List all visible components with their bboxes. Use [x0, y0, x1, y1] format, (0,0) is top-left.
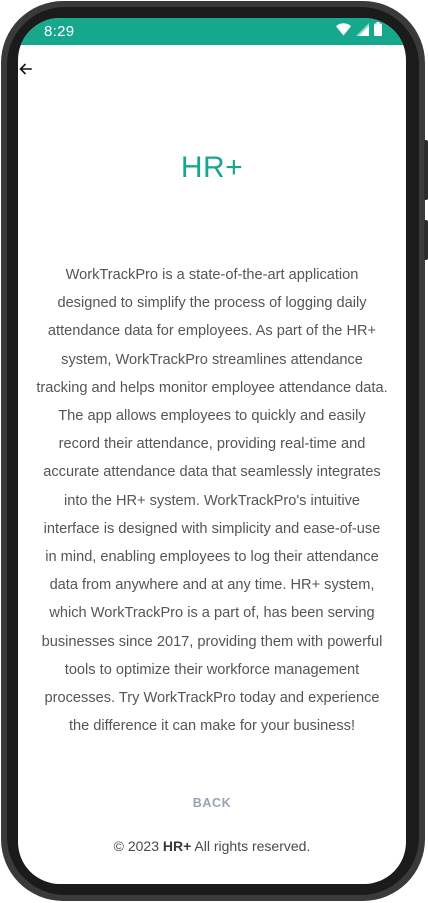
status-bar	[18, 18, 406, 45]
back-button[interactable]: BACK	[192, 796, 232, 810]
battery-icon	[374, 22, 382, 41]
copyright-footer	[18, 838, 406, 854]
cellular-icon	[356, 23, 369, 41]
page-title: HR+	[180, 151, 244, 184]
app-screen	[18, 18, 406, 884]
footer-suffix: All rights reserved.	[191, 838, 311, 854]
app-description: WorkTrackPro is a state-of-the-art application designed to simplify the process of logging daily attendance data for employees. As part of the HR+ system, WorkTrackPro streamlines attendance tracking and helps monitor employee attendance data. The app allows employees to quickly and easily record their attendance, providing real-time and accurate attendance data that seamlessly integrates into the HR+ system. WorkTrackPro's intuitive interface is designed with simplicity and ease-of-use in mind, enabling employees to log their attendance data from anywhere and at any time. HR+ system, which WorkTrackPro is a part of, has been serving businesses since 2017, providing them with powerful tools to optimize their workforce management processes. Try WorkTrackPro today and experience the difference it can make for your business!	[36, 267, 388, 735]
footer-prefix: © 2023	[113, 838, 163, 854]
status-icons	[336, 24, 382, 39]
power-button	[424, 220, 428, 260]
footer-brand: HR+	[162, 838, 192, 854]
volume-button	[424, 140, 428, 200]
status-time: 8:29	[44, 23, 75, 40]
arrow-left-icon[interactable]	[18, 62, 32, 76]
wifi-icon	[336, 23, 351, 41]
